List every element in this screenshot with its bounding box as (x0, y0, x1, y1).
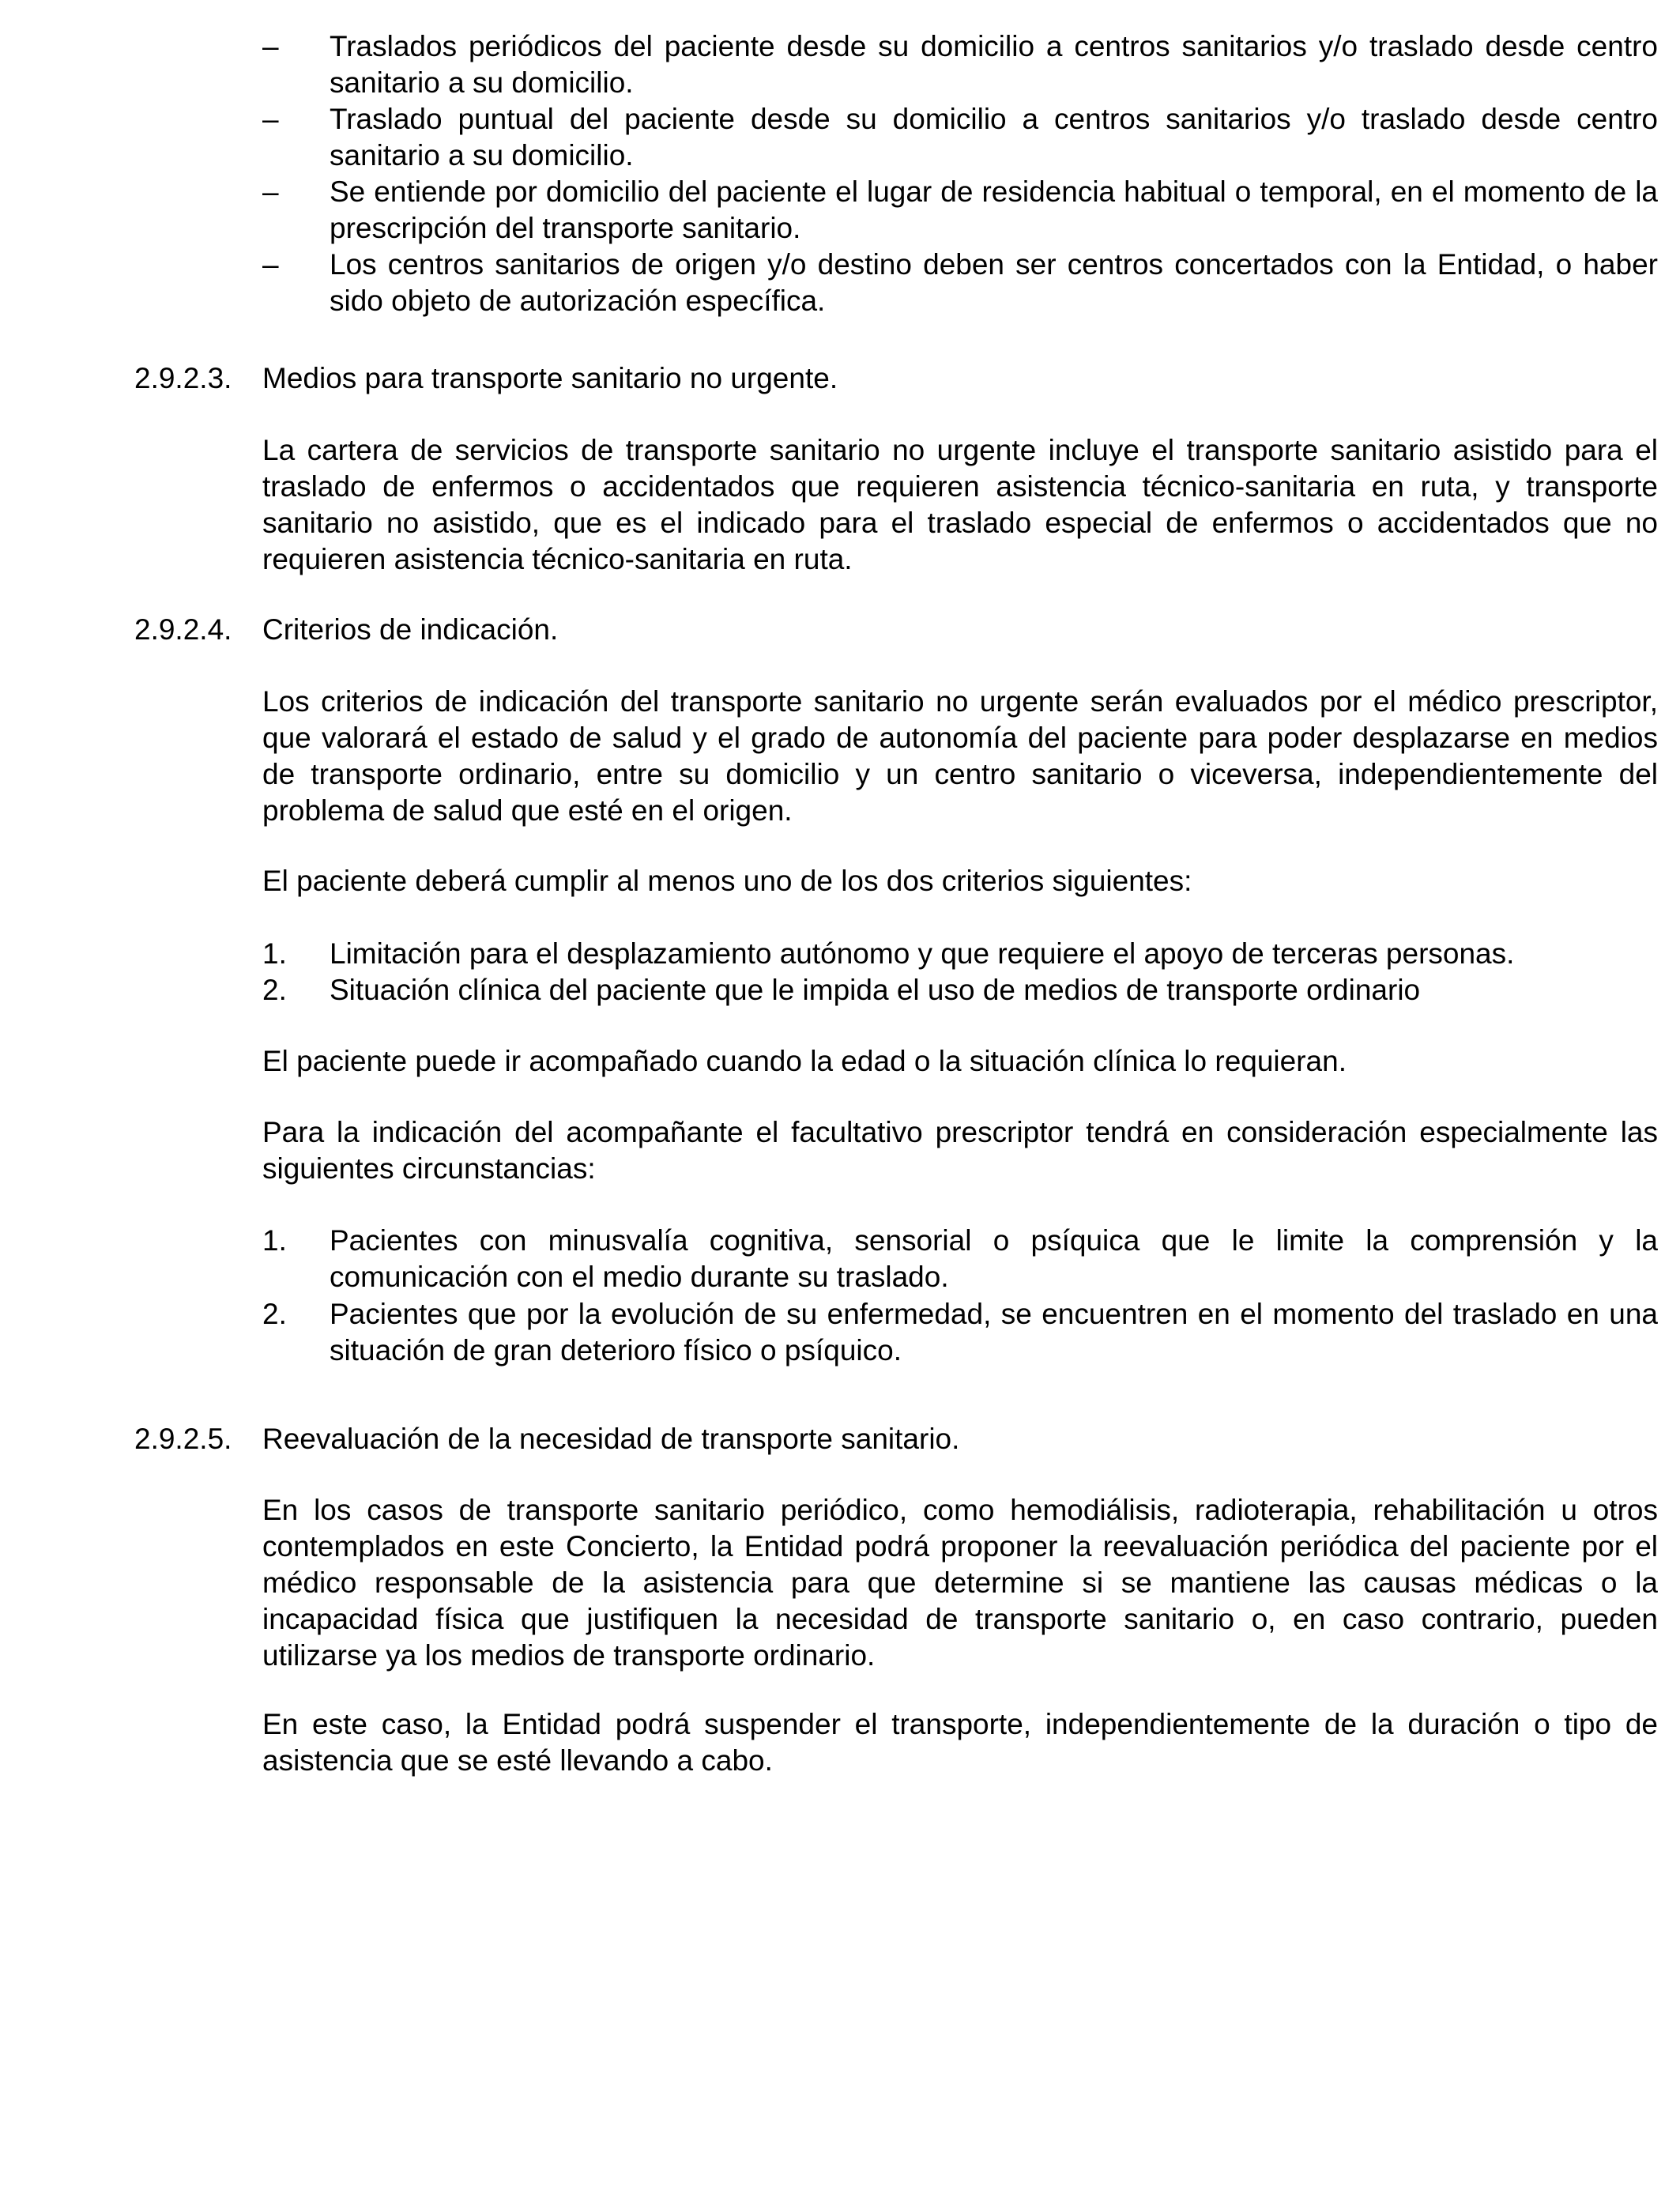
list-item (262, 28, 1658, 101)
paragraph: Para la indicación del acompañante el facultativo prescriptor tendrá en consideración especialmente las siguientes circunstancias: (262, 1116, 1658, 1185)
paragraph: El paciente puede ir acompañado cuando la edad o la situación clínica lo requieran. (262, 1045, 1347, 1077)
paragraph: El paciente deberá cumplir al menos uno de los dos criterios siguientes: (262, 865, 1192, 897)
section-heading (134, 612, 1658, 648)
list-item (262, 1223, 1658, 1295)
section-title: Criterios de indicación. (262, 613, 559, 646)
section-heading (134, 360, 1658, 397)
paragraph: En este caso, la Entidad podrá suspender el transporte, independientemente de la duración o tipo de asistencia que se esté llevando a cabo. (262, 1708, 1658, 1777)
list-item (262, 972, 1658, 1008)
list-item-text: Pacientes con minusvalía cognitiva, sensorial o psíquica que le limite la comprensión y la comunicación con el medio durante su traslado. (330, 1224, 1658, 1293)
list-item-text: Se entiende por domicilio del paciente el lugar de residencia habitual o temporal, en el momento de la prescripción del transporte sanitario. (330, 175, 1658, 244)
list-number: 2. (262, 1298, 287, 1330)
list-item-text: Los centros sanitarios de origen y/o destino deben ser centros concertados con la Entidad, o haber sido objeto de autorización específica. (330, 248, 1658, 317)
section-number: 2.9.2.5. (134, 1423, 232, 1455)
list-number: 1. (262, 937, 287, 970)
paragraph: Los criterios de indicación del transporte sanitario no urgente serán evaluados por el médico prescriptor, que valorará el estado de salud y el grado de autonomía del paciente para poder desplazarse en medios de transporte ordinario, entre su domicilio y un centro sanitario o viceversa, independientemente del problema de salud que esté en el origen. (262, 685, 1658, 827)
bullet-dash: – (262, 248, 279, 281)
paragraph: En los casos de transporte sanitario periódico, como hemodiálisis, radioterapia, rehabilitación u otros contemplados en este Concierto, la Entidad podrá proponer la reevaluación periódica del paciente por el médico responsable de la asistencia para que determine si se mantiene las causas médicas o la incapacidad física que justifiquen la necesidad de transporte sanitario o, en caso contrario, pueden utilizarse ya los medios de transporte ordinario. (262, 1494, 1658, 1672)
section-heading (134, 1421, 1658, 1457)
bullet-dash: – (262, 103, 279, 135)
list-number: 2. (262, 974, 287, 1006)
section-number: 2.9.2.3. (134, 362, 232, 394)
bullet-dash: – (262, 175, 279, 208)
list-item (262, 936, 1658, 972)
list-item (262, 247, 1658, 319)
bullet-dash: – (262, 30, 279, 62)
paragraph: La cartera de servicios de transporte sanitario no urgente incluye el transporte sanitario asistido para el traslado de enfermos o accidentados que requieren asistencia técnico-sanitaria en ruta, y transporte sanitario no asistido, que es el indicado para el traslado especial de enfermos o accidentados que no requieren asistencia técnico-sanitaria en ruta. (262, 434, 1658, 575)
list-number: 1. (262, 1224, 287, 1257)
list-item (262, 174, 1658, 247)
list-item (262, 1296, 1658, 1369)
list-item-text: Traslado puntual del paciente desde su domicilio a centros sanitarios y/o traslado desde centro sanitario a su domicilio. (330, 103, 1658, 172)
section-title: Reevaluación de la necesidad de transporte sanitario. (262, 1423, 960, 1455)
list-item-text: Traslados periódicos del paciente desde su domicilio a centros sanitarios y/o traslado desde centro sanitario a su domicilio. (330, 30, 1658, 99)
list-item-text: Limitación para el desplazamiento autónomo y que requiere el apoyo de terceras personas. (330, 937, 1515, 970)
list-item-text: Situación clínica del paciente que le impida el uso de medios de transporte ordinario (330, 974, 1421, 1006)
section-number: 2.9.2.4. (134, 613, 232, 646)
list-item-text: Pacientes que por la evolución de su enfermedad, se encuentren en el momento del traslado en una situación de gran deterioro físico o psíquico. (330, 1298, 1658, 1367)
list-item (262, 101, 1658, 174)
section-title: Medios para transporte sanitario no urgente. (262, 362, 838, 394)
